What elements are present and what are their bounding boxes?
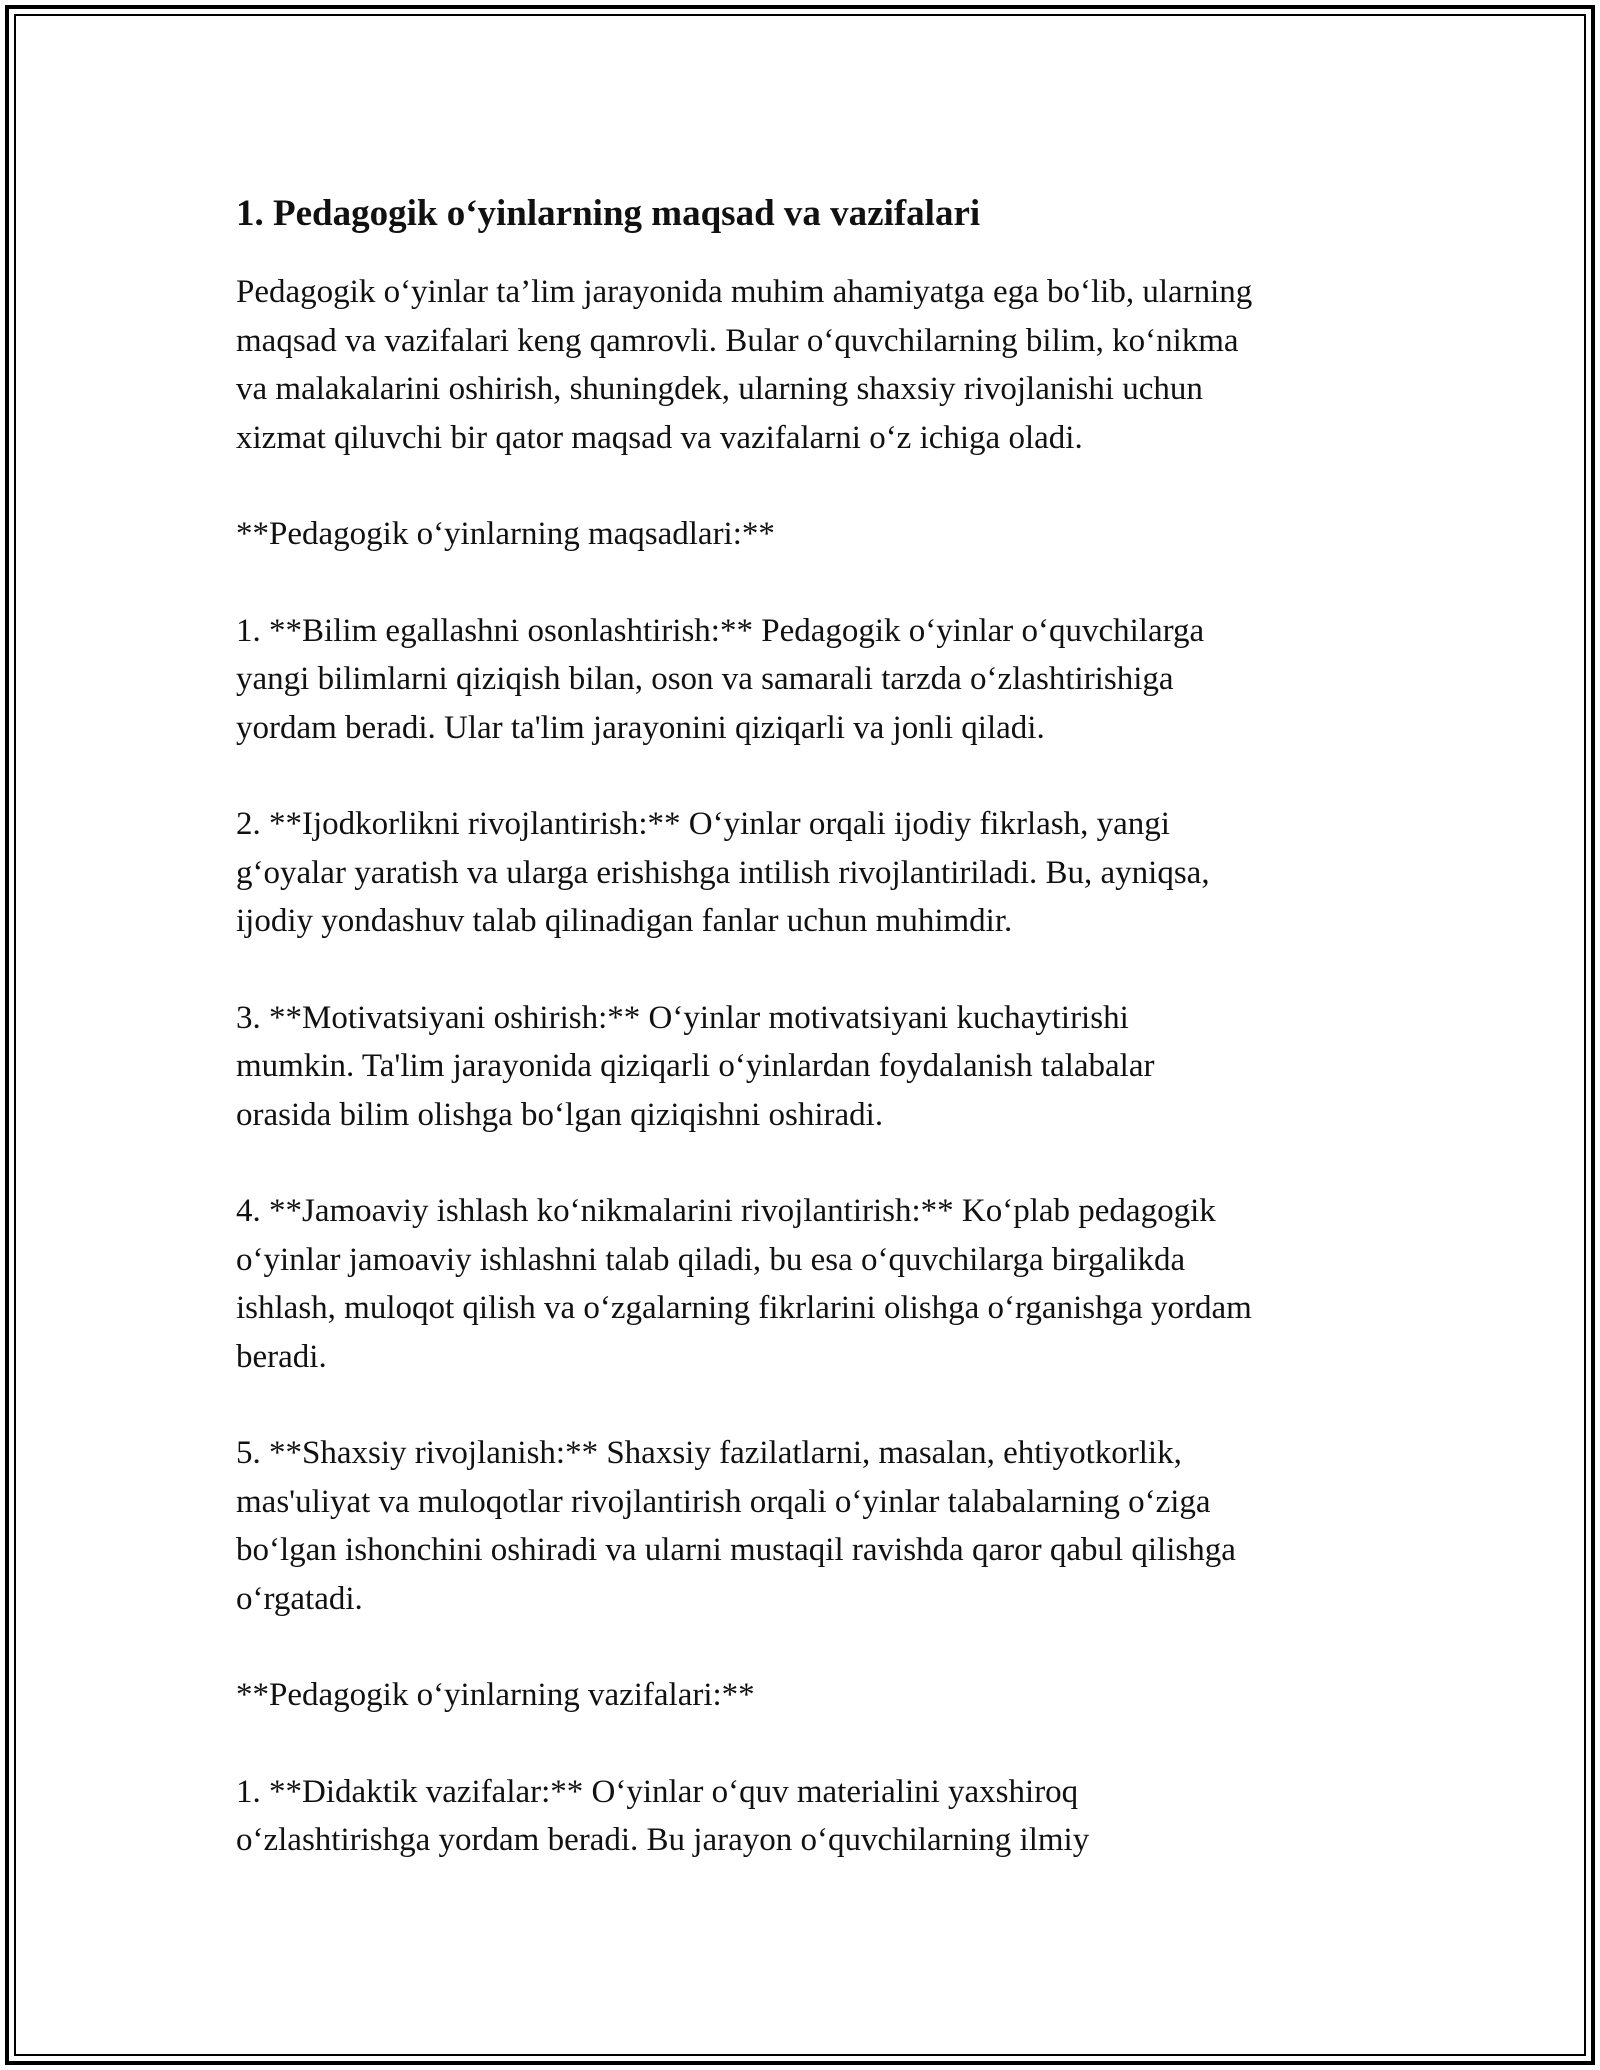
goal-item-2: 2. **Ijodkorlikni rivojlantirish:** O‘yinlar orqali ijodiy fikrlash, yangi g‘oyalar yaratish va ularga erishishga intilish rivojlantiriladi. Bu, ayniqsa, ijodiy yondashuv talab qilinadigan fanlar uchun muhimdir. xyxy=(236,806,1210,939)
document-body xyxy=(236,186,1376,1913)
task-item-1: 1. **Didaktik vazifalar:** O‘yinlar o‘quv materialini yaxshiroq o‘zlashtirishga yordam beradi. Bu jarayon o‘quvchilarning ilmiy xyxy=(236,1773,1090,1858)
goal-item-5: 5. **Shaxsiy rivojlanish:** Shaxsiy fazilatlarni, masalan, ehtiyotkorlik, mas'uliyat va muloqotlar rivojlantirish orqali o‘yinlar talabalarning o‘ziga bo‘lgan ishonchini oshiradi va ularni mustaqil ravishda qaror qabul qilishga o‘rgatadi. xyxy=(236,1435,1236,1617)
goal-item-1: 1. **Bilim egallashni osonlashtirish:** Pedagogik o‘yinlar o‘quvchilarga yangi bilimlarni qiziqish bilan, oson va samarali tarzda o‘zlashtirishiga yordam beradi. Ular ta'lim jarayonini qiziqarli va jonli qiladi. xyxy=(236,612,1205,746)
goal-item-3: 3. **Motivatsiyani oshirish:** O‘yinlar motivatsiyani kuchaytirishi mumkin. Ta'lim jarayonida qiziqarli o‘yinlardan foydalanish talabalar orasida bilim olishga bo‘lgan qiziqishni oshiradi. xyxy=(236,999,1155,1133)
section-heading: 1. Pedagogik o‘yinlarning maqsad va vazifalari xyxy=(236,193,981,234)
goal-item-4: 4. **Jamoaviy ishlash ko‘nikmalarini rivojlantirish:** Ko‘plab pedagogik o‘yinlar jamoaviy ishlashni talab qiladi, bu esa o‘quvchilarga birgalikda ishlash, muloqot qilish va o‘zgalarning fikrlarini olishga o‘rganishga yordam beradi. xyxy=(236,1193,1252,1375)
intro-paragraph: Pedagogik o‘yinlar ta’lim jarayonida muhim ahamiyatga ega bo‘lib, ularning maqsad va vazifalari keng qamrovli. Bular o‘quvchilarning bilim, ko‘nikma va malakalarini oshirish, shuningdek, ularning shaxsiy rivojlanishi uchun xizmat qiluvchi bir qator maqsad va vazifalarni o‘z ichiga oladi. xyxy=(236,274,1253,456)
goals-subheading: **Pedagogik o‘yinlarning maqsadlari:** xyxy=(236,516,775,552)
tasks-subheading: **Pedagogik o‘yinlarning vazifalari:** xyxy=(236,1677,755,1713)
